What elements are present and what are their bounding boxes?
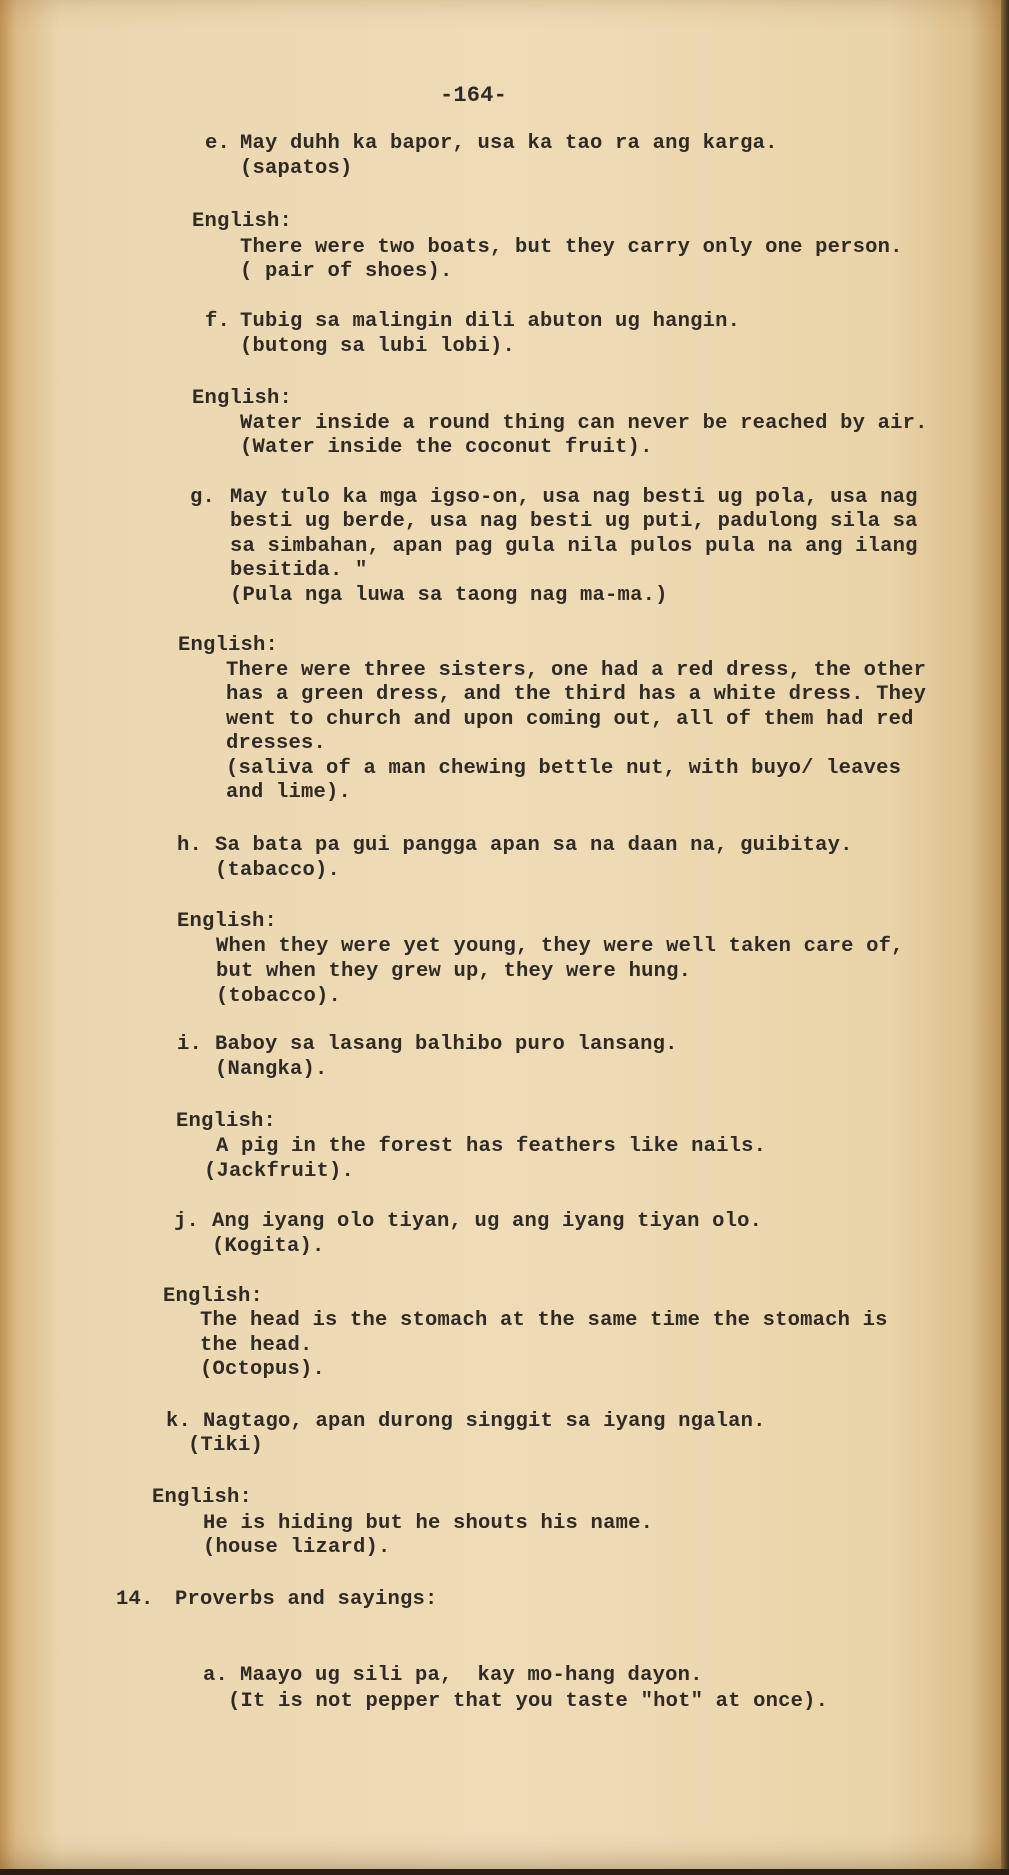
riddle-f-answer: (butong sa lubi lobi). [240, 335, 516, 358]
translation-line: He is hiding but he shouts his name. [203, 1512, 654, 1535]
translation-line: (Water inside the coconut fruit). [240, 436, 653, 459]
translation-line: There were two boats, but they carry only one person. [240, 236, 903, 259]
riddle-j-text: Ang iyang olo tiyan, ug ang iyang tiyan olo. [212, 1210, 763, 1233]
translation-line: The head is the stomach at the same time the stomach is [200, 1309, 888, 1332]
translation-line: Water inside a round thing can never be reached by air. [240, 412, 928, 435]
riddle-k-marker: k. [166, 1410, 192, 1433]
riddle-i-marker: i. [177, 1033, 203, 1056]
riddle-h-text: Sa bata pa gui pangga apan sa na daan na, guibitay. [215, 834, 853, 857]
translation-line: ( pair of shoes). [240, 260, 453, 283]
section-14-number: 14. [116, 1588, 154, 1611]
translation-line: (tobacco). [216, 985, 342, 1008]
riddle-f-text: Tubig sa malingin dili abuton ug hangin. [240, 310, 741, 333]
riddle-g-answer: (Pula nga luwa sa taong nag ma-ma.) [230, 584, 668, 607]
riddle-g-line: sa simbahan, apan pag gula nila pulos pula na ang ilang [230, 535, 918, 558]
english-label: English: [192, 210, 293, 233]
riddle-i-answer: (Nangka). [215, 1058, 328, 1081]
translation-line: (saliva of a man chewing bettle nut, with buyo/ leaves [226, 757, 902, 780]
riddle-g-line: May tulo ka mga igso-on, usa nag besti ug pola, usa nag [230, 486, 918, 509]
translation-line: (Jackfruit). [204, 1160, 355, 1183]
riddle-e-marker: e. [205, 132, 231, 155]
riddle-h-answer: (tabacco). [215, 859, 341, 882]
riddle-j-answer: (Kogita). [212, 1235, 325, 1258]
riddle-i-text: Baboy sa lasang balhibo puro lansang. [215, 1033, 678, 1056]
english-label: English: [178, 634, 279, 657]
riddle-h-marker: h. [177, 834, 203, 857]
section-14-heading: Proverbs and sayings: [175, 1588, 438, 1611]
translation-line: went to church and upon coming out, all of them had red [226, 708, 914, 731]
translation-line: dresses. [226, 732, 327, 755]
translation-line: (house lizard). [203, 1536, 391, 1559]
english-label: English: [163, 1285, 264, 1308]
translation-line: There were three sisters, one had a red dress, the other [226, 659, 927, 682]
translation-line: A pig in the forest has feathers like nails. [216, 1135, 767, 1158]
proverb-a-text: Maayo ug sili pa, kay mo-hang dayon. [240, 1664, 703, 1687]
english-label: English: [192, 387, 293, 410]
riddle-k-answer: (Tiki) [188, 1434, 264, 1457]
translation-line: and lime). [226, 781, 352, 804]
translation-line: the head. [200, 1334, 313, 1357]
proverb-a-marker: a. [203, 1664, 229, 1687]
riddle-j-marker: j. [174, 1210, 200, 1233]
riddle-f-marker: f. [205, 310, 231, 333]
page-edge-shadow [1001, 0, 1009, 1875]
english-label: English: [177, 910, 278, 933]
riddle-g-marker: g. [190, 486, 216, 509]
page-bottom-edge [0, 1869, 1009, 1875]
riddle-g-line: besti ug berde, usa nag besti ug puti, padulong sila sa [230, 510, 918, 533]
proverb-a-translation: (It is not pepper that you taste "hot" at once). [228, 1690, 829, 1713]
riddle-e-answer: (sapatos) [240, 157, 353, 180]
english-label: English: [176, 1110, 277, 1133]
riddle-g-line: besitida. " [230, 559, 368, 582]
page-number: -164- [440, 83, 508, 108]
english-label: English: [152, 1486, 253, 1509]
translation-line: When they were yet young, they were well taken care of, [216, 935, 904, 958]
translation-line: but when they grew up, they were hung. [216, 960, 692, 983]
translation-line: has a green dress, and the third has a white dress. They [226, 683, 927, 706]
riddle-k-text: Nagtago, apan durong singgit sa iyang ngalan. [203, 1410, 766, 1433]
riddle-e-text: May duhh ka bapor, usa ka tao ra ang karga. [240, 132, 778, 155]
translation-line: (Octopus). [200, 1358, 326, 1381]
